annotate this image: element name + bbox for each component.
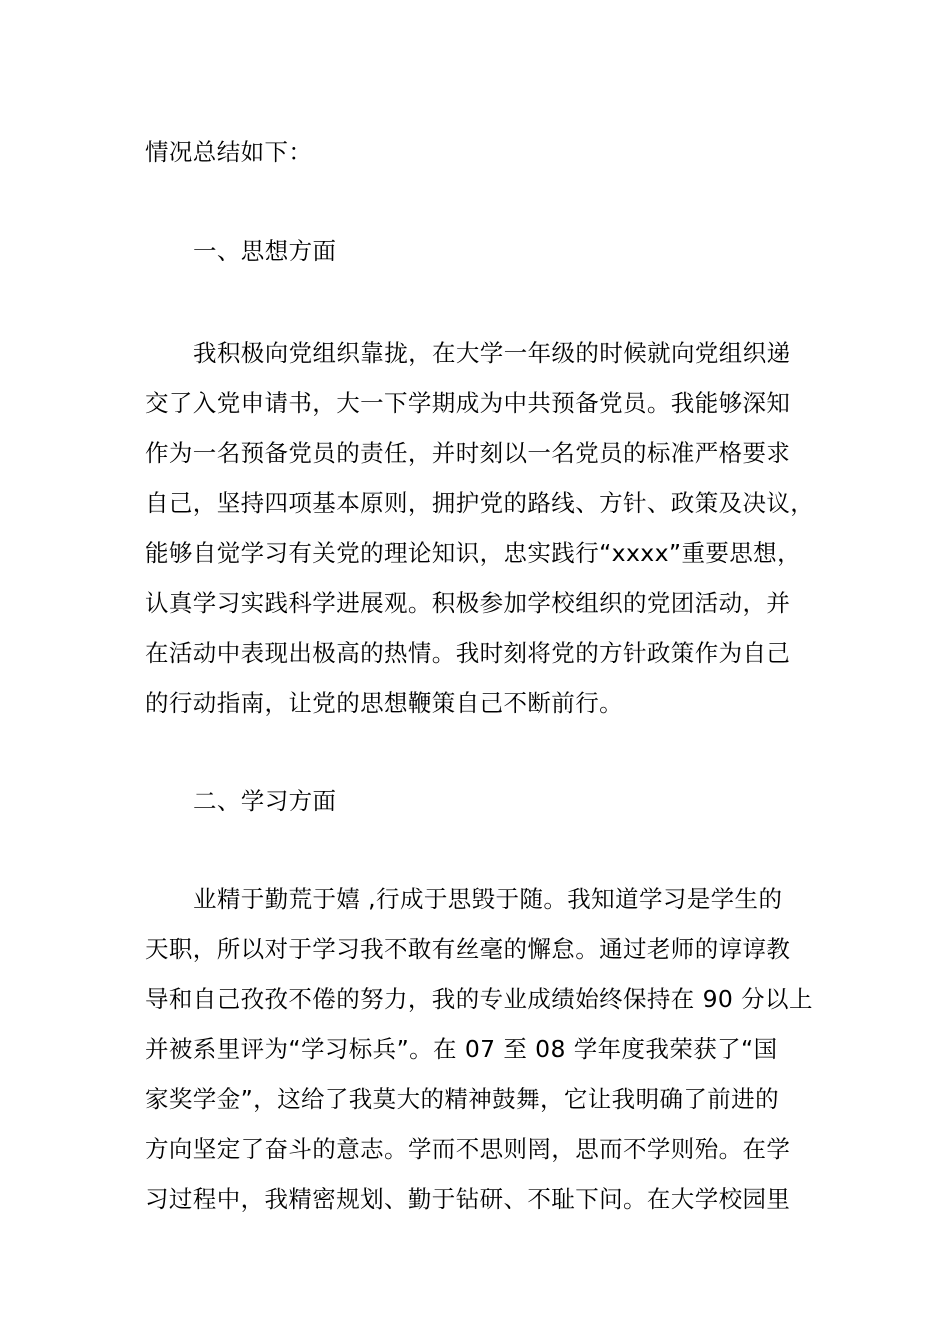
paragraph-line: 的行动指南，让党的思想鞭策自己不断前行。 [145, 689, 623, 717]
paragraph-line: 方向坚定了奋斗的意志。学而不思则罔，思而不学则殆。在学 [145, 1135, 791, 1163]
paragraph-line: 导和自己孜孜不倦的努力，我的专业成绩始终保持在 90 分以上 [145, 985, 813, 1013]
paragraph-line: 业精于勤荒于嬉 ,行成于思毁于随。我知道学习是学生的 [193, 885, 783, 913]
section-heading-thought: 一、思想方面 [193, 237, 337, 265]
intro-line: 情况总结如下： [145, 138, 313, 166]
paragraph-line: 在活动中表现出极高的热情。我时刻将党的方针政策作为自己 [145, 639, 791, 667]
paragraph-line: 作为一名预备党员的责任，并时刻以一名党员的标准严格要求 [145, 439, 791, 467]
paragraph-line: 交了入党申请书，大一下学期成为中共预备党员。我能够深知 [145, 389, 791, 417]
paragraph-line: 认真学习实践科学进展观。积极参加学校组织的党团活动，并 [145, 589, 791, 617]
section-heading-study: 二、学习方面 [193, 787, 337, 815]
paragraph-line: 家奖学金”，这给了我莫大的精神鼓舞，它让我明确了前进的 [145, 1085, 779, 1113]
paragraph-line: 能够自觉学习有关党的理论知识，忠实践行“xxxx”重要思想， [145, 539, 801, 567]
paragraph-line: 自己，坚持四项基本原则，拥护党的路线、方针、政策及决议， [145, 489, 815, 517]
paragraph-line: 并被系里评为“学习标兵”。在 07 至 08 学年度我荣获了“国 [145, 1035, 778, 1063]
paragraph-line: 习过程中，我精密规划、勤于钻研、不耻下问。在大学校园里 [145, 1185, 791, 1213]
paragraph-line: 天职，所以对于学习我不敢有丝毫的懈怠。通过老师的谆谆教 [145, 935, 791, 963]
paragraph-line: 我积极向党组织靠拢，在大学一年级的时候就向党组织递 [193, 339, 791, 367]
